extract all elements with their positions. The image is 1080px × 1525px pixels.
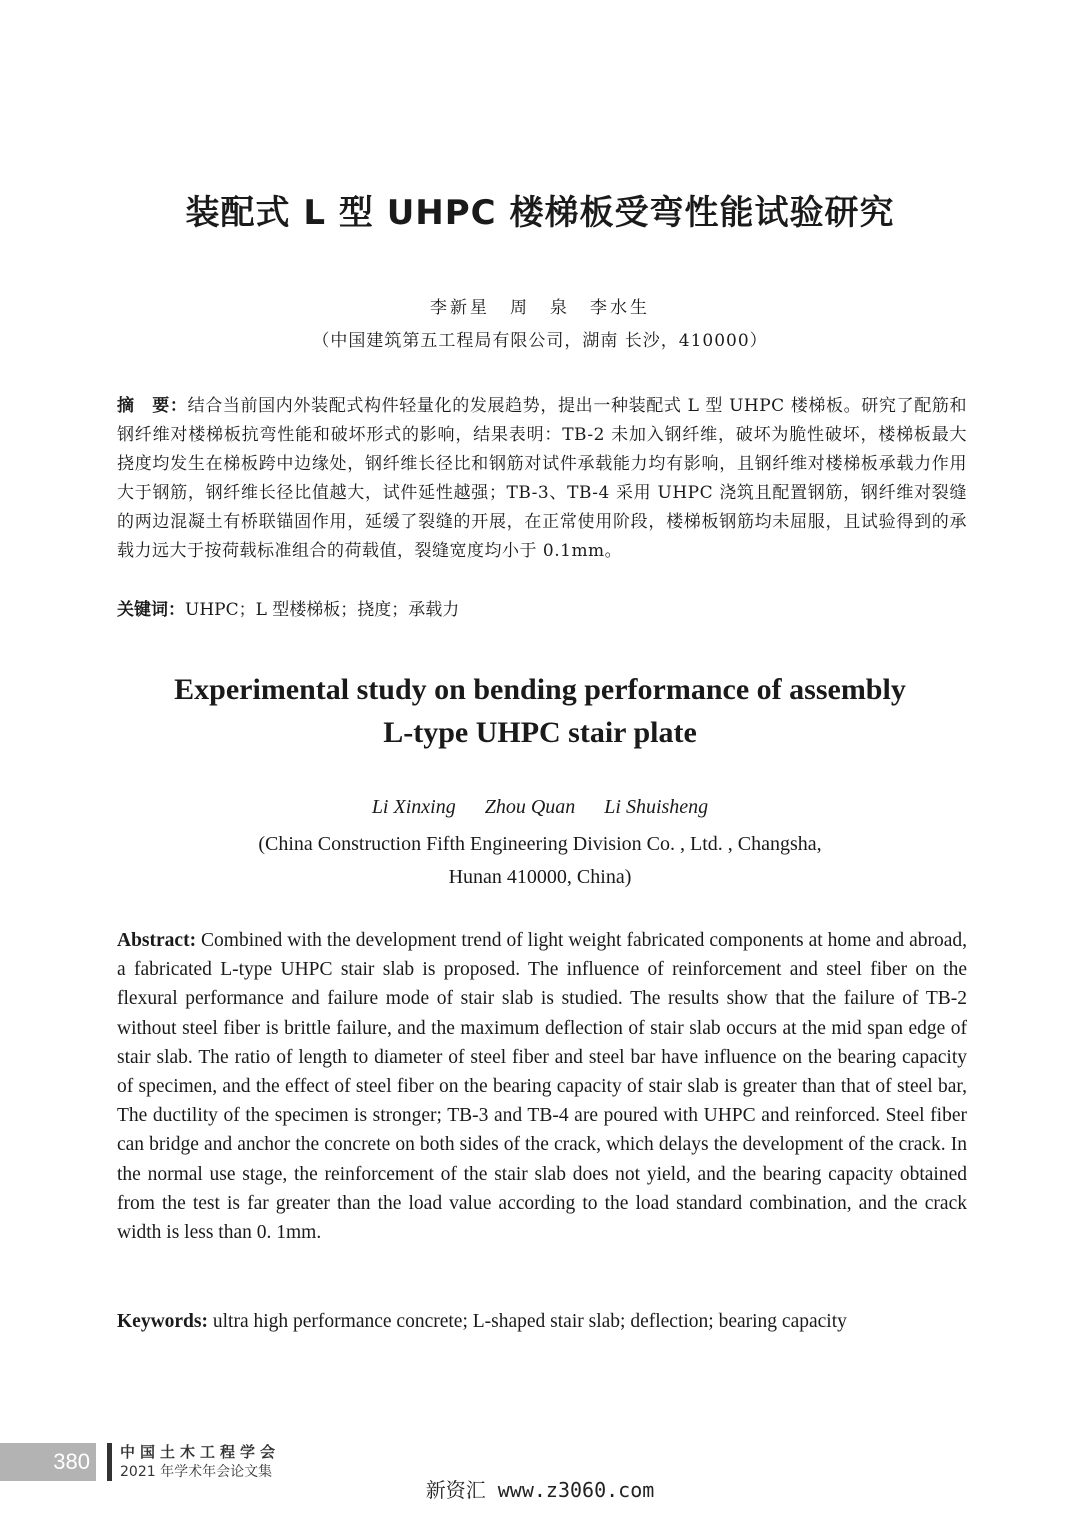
- affiliation-cn: （中国建筑第五工程局有限公司，湖南 长沙，410000）: [312, 331, 768, 351]
- author-en-2: Zhou Quan: [484, 796, 576, 818]
- keywords-en-text: ultra high performance concrete; L-shaped stair slab; deflection; bearing capacity: [208, 1311, 847, 1332]
- keywords-cn-label: 关键词：: [117, 600, 185, 620]
- keywords-en: [117, 1307, 967, 1336]
- authors-en: [0, 796, 1080, 819]
- page-number: 380: [0, 1443, 96, 1481]
- footer-society: 中国土木工程学会: [120, 1443, 281, 1461]
- keywords-cn-text: UHPC；L 型楼梯板；挠度；承载力: [185, 600, 460, 620]
- abstract-cn-label: 摘 要：: [117, 396, 188, 416]
- affiliation-en: [0, 828, 1080, 894]
- author-en-1: Li Xinxing: [371, 796, 456, 818]
- author-en-3: Li Shuisheng: [604, 796, 709, 818]
- affiliation-en-line1: (China Construction Fifth Engineering Division Co. , Ltd. , Changsha,: [258, 833, 822, 855]
- footer-proceedings-title: 2021 年学术年会论文集: [120, 1464, 273, 1480]
- abstract-en-label: Abstract:: [117, 930, 197, 951]
- keywords-en-label: Keywords:: [117, 1311, 208, 1332]
- abstract-en-text: Combined with the development trend of light weight fabricated components at home and abroad, a fabricated L-type UHPC stair slab is proposed. The influence of reinforcement and steel fiber on the flexural performance and failure mode of stair slab is studied. The results show that the failure of TB-2 without steel fiber is brittle failure, and the maximum deflection of stair slab occurs at the mid span edge of stair slab. The ratio of length to diameter of steel fiber and steel bar have influence on the bearing capacity of specimen, and the effect of steel fiber on the bearing capacity of stair slab is greater than that of steel bar, The ductility of the specimen is stronger; TB-3 and TB-4 are poured with UHPC and reinforced. Steel fiber can bridge and anchor the concrete on both sides of the crack, which delays the development of the crack. In the normal use stage, the reinforcement of the stair slab does not yield, and the bearing capacity obtained from the test is far greater than the load value according to the load standard combination, and the crack width is less than 0. 1mm.: [117, 930, 967, 1244]
- abstract-cn: [117, 392, 967, 566]
- paper-title-cn: 装配式 L 型 UHPC 楼梯板受弯性能试验研究: [185, 193, 895, 233]
- watermark-text: 新资汇 www.z3060.com: [425, 1478, 655, 1502]
- keywords-cn: [117, 596, 967, 625]
- affiliation-en-line2: Hunan 410000, China): [448, 866, 632, 888]
- paper-title-en: [0, 668, 1080, 754]
- authors-cn: 李新星 周 泉 李水生: [430, 298, 650, 318]
- abstract-cn-text: 结合当前国内外装配式构件轻量化的发展趋势，提出一种装配式 L 型 UHPC 楼梯板。研究了配筋和钢纤维对楼梯板抗弯性能和破坏形式的影响，结果表明：TB-2 未加入钢纤维，破坏为脆性破坏，楼梯板最大挠度均发生在梯板跨中边缘处，钢纤维长径比和钢筋对试件承载能力均有影响，且钢纤维对楼梯板承载力作用大于钢筋，钢纤维长径比值越大，试件延性越强；TB-3、TB-4 采用 UHPC 浇筑且配置钢筋，钢纤维对裂缝的两边混凝土有桥联锚固作用，延缓了裂缝的开展，在正常使用阶段，楼梯板钢筋均未屈服，且试验得到的承载力远大于按荷载标准组合的荷载值，裂缝宽度均小于 0.1mm。: [117, 396, 967, 561]
- paper-title-en-line2: L-type UHPC stair plate: [383, 716, 697, 749]
- paper-title-en-line1: Experimental study on bending performance of assembly: [174, 673, 906, 706]
- abstract-en: [117, 926, 967, 1247]
